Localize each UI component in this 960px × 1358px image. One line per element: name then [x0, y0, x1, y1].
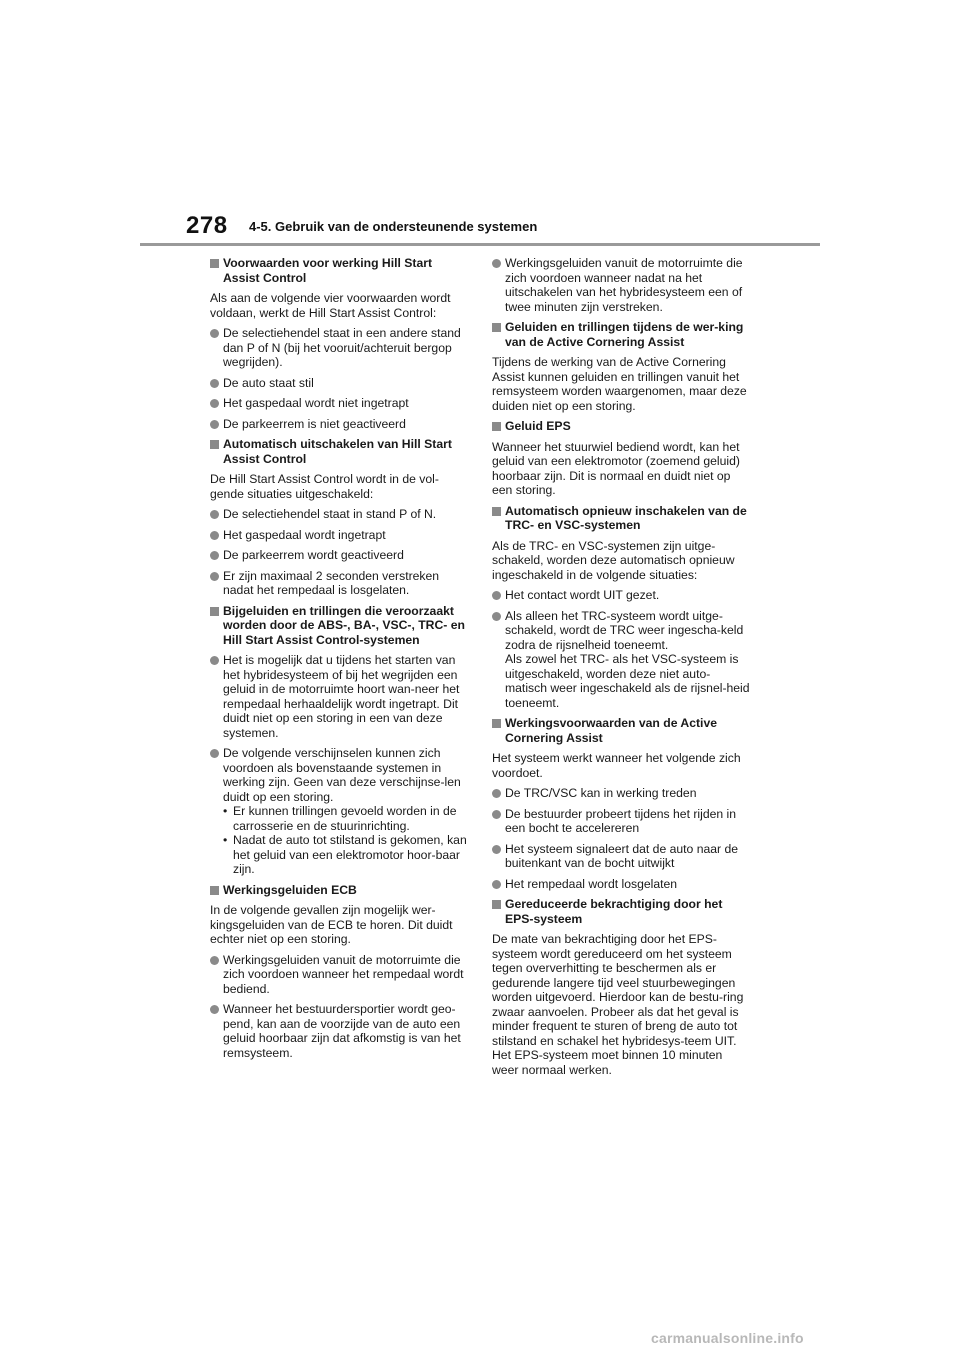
- sub-list-item: [223, 833, 468, 877]
- list-item-text: Werkingsgeluiden vanuit de motorruimte die zich voordoen wanneer het rempedaal wordt bediend.: [223, 952, 464, 996]
- circle-bullet-icon: [210, 551, 219, 560]
- dot-marker-icon: •: [223, 833, 228, 847]
- circle-bullet-icon: [210, 749, 219, 758]
- list-item: [492, 609, 750, 711]
- list-item-text: De selectiehendel staat in een andere stand dan P of N (bij het vooruit/achteruit bergop wegrijden).: [223, 326, 461, 369]
- list-item: [210, 376, 468, 391]
- paragraph: De Hill Start Assist Control wordt in de vol-gende situaties uitgeschakeld:: [210, 472, 439, 501]
- list-item: [210, 548, 468, 563]
- list-item: [210, 746, 468, 877]
- heading-text: Geluiden en trillingen tijdens de wer-king van de Active Cornering Assist: [505, 320, 744, 349]
- list-item: [210, 417, 468, 432]
- square-bullet-icon: [492, 323, 501, 332]
- list-item-continuation: Als zowel het TRC- als het VSC-systeem is uitgeschakeld, worden deze niet auto-matisch weer ingeschakeld als de rijsnel-heid toeneemt.: [505, 652, 750, 710]
- left-column: [210, 256, 468, 1066]
- circle-bullet-icon: [210, 399, 219, 408]
- circle-bullet-icon: [210, 956, 219, 965]
- heading-text: Geluid EPS: [505, 419, 571, 433]
- sub-list-item-text: Er kunnen trillingen gevoeld worden in de carrosserie en de stuurinrichting.: [233, 804, 457, 833]
- list-item-text: Werkingsgeluiden vanuit de motorruimte die zich voordoen wanneer nadat na het uitschakelen van het hybridesysteem een of twee minuten zijn verstreken.: [505, 256, 743, 314]
- paragraph: In de volgende gevallen zijn mogelijk wer-kingsgeluiden van de ECB te horen. Dit duidt echter niet op een storing.: [210, 903, 453, 946]
- list-item: [492, 877, 750, 892]
- list-item: [210, 953, 468, 997]
- square-bullet-icon: [492, 422, 501, 431]
- section-heading: [210, 604, 468, 648]
- square-bullet-icon: [210, 886, 219, 895]
- list-item-text: De parkeerrem wordt geactiveerd: [223, 548, 404, 562]
- circle-bullet-icon: [210, 1005, 219, 1014]
- list-item-text: De selectiehendel staat in stand P of N.: [223, 507, 437, 521]
- circle-bullet-icon: [492, 789, 501, 798]
- square-bullet-icon: [210, 440, 219, 449]
- list-item-text: Er zijn maximaal 2 seconden verstreken nadat het rempedaal is losgelaten.: [223, 568, 440, 597]
- list-item: [492, 807, 750, 836]
- section-heading: [492, 419, 750, 434]
- circle-bullet-icon: [492, 810, 501, 819]
- paragraph: Het systeem werkt wanneer het volgende zich voordoet.: [492, 751, 741, 780]
- heading-text: Bijgeluiden en trillingen die veroorzaakt worden door de ABS-, BA-, VSC-, TRC- en Hill Start Assist Control-systemen: [223, 603, 465, 647]
- section-heading: [492, 320, 750, 349]
- list-item-text: Het systeem signaleert dat de auto naar de buitenkant van de bocht uitwijkt: [505, 841, 739, 870]
- section-heading: [210, 256, 468, 285]
- circle-bullet-icon: [210, 329, 219, 338]
- sub-list-item: [223, 804, 468, 833]
- list-item: [210, 396, 468, 411]
- dot-marker-icon: •: [223, 804, 228, 818]
- sub-list-item-text: Nadat de auto tot stilstand is gekomen, kan het geluid van een elektromotor hoor-baar zijn.: [233, 833, 467, 876]
- section-title: 4-5. Gebruik van de ondersteunende systemen: [249, 219, 538, 234]
- circle-bullet-icon: [210, 420, 219, 429]
- list-item-text: Het gaspedaal wordt ingetrapt: [223, 527, 386, 542]
- circle-bullet-icon: [492, 880, 501, 889]
- square-bullet-icon: [492, 900, 501, 909]
- section-heading: [210, 883, 468, 898]
- heading-text: Automatisch opnieuw inschakelen van de TRC- en VSC-systemen: [505, 503, 747, 532]
- square-bullet-icon: [492, 719, 501, 728]
- square-bullet-icon: [210, 259, 219, 268]
- circle-bullet-icon: [492, 845, 501, 854]
- circle-bullet-icon: [492, 591, 501, 600]
- watermark-link[interactable]: carmanualsonline.info: [651, 1330, 804, 1346]
- paragraph: Als aan de volgende vier voorwaarden wordt voldaan, werkt de Hill Start Assist Control:: [210, 291, 451, 320]
- section-heading: [492, 504, 750, 533]
- square-bullet-icon: [210, 607, 219, 616]
- circle-bullet-icon: [492, 259, 501, 268]
- heading-text: Gereduceerde bekrachtiging door het EPS-systeem: [505, 897, 723, 926]
- circle-bullet-icon: [210, 572, 219, 581]
- paragraph: Wanneer het stuurwiel bediend wordt, kan het geluid van een elektromotor (zoemend geluid) hoorbaar zijn. Dit is normaal en duidt niet op een storing.: [492, 439, 740, 497]
- list-item: [210, 326, 468, 370]
- list-item-text: De parkeerrem is niet geactiveerd: [223, 416, 406, 431]
- page-number: 278: [186, 212, 228, 239]
- list-item: [210, 653, 468, 740]
- paragraph: De mate van bekrachtiging door het EPS-systeem wordt gereduceerd om het systeem tegen oververhitting te beschermen als er gedurende langere tijd veel stuurbewegingen worden uitgevoerd. Hierdoor kan de bestu-ring zwaar aanvoelen. Probeer als dat het geval is minder frequent te sturen of breng de auto tot stilstand en schakel het hybridesys-teem UIT. Het EPS-systeem moet binnen 10 minuten weer normaal werken.: [492, 932, 744, 1077]
- heading-text: Voorwaarden voor werking Hill Start Assist Control: [223, 256, 433, 285]
- list-item: [210, 528, 468, 543]
- square-bullet-icon: [492, 507, 501, 516]
- list-item-text: Wanneer het bestuurdersportier wordt geo-pend, kan aan de voorzijde van de auto een geluid hoorbaar zijn dat afkomstig is van het remsysteem.: [223, 1002, 461, 1060]
- list-item: [492, 588, 750, 603]
- list-item-text: De volgende verschijnselen kunnen zich voordoen als bovenstaande systemen in werking zijn. Geen van deze verschijnse-len duidt op een storing.: [223, 746, 461, 804]
- paragraph: Als de TRC- en VSC-systemen zijn uitge-schakeld, worden deze automatisch opnieuw ingeschakeld in de volgende situaties:: [492, 538, 735, 582]
- circle-bullet-icon: [210, 510, 219, 519]
- list-item-text: De auto staat stil: [223, 375, 314, 390]
- list-item: [492, 256, 750, 314]
- circle-bullet-icon: [210, 531, 219, 540]
- right-column: [492, 256, 750, 1083]
- list-item: [210, 507, 468, 522]
- circle-bullet-icon: [492, 612, 501, 621]
- list-item: [210, 1002, 468, 1060]
- section-heading: [492, 897, 750, 926]
- list-item-text: De bestuurder probeert tijdens het rijden in een bocht te accelereren: [505, 806, 737, 835]
- list-item: [492, 842, 750, 871]
- circle-bullet-icon: [210, 379, 219, 388]
- list-item-text: Het contact wordt UIT gezet.: [505, 588, 660, 602]
- list-item-text: Het rempedaal wordt losgelaten: [505, 876, 678, 891]
- list-item-text: De TRC/VSC kan in werking treden: [505, 786, 697, 800]
- header-divider: [140, 243, 820, 246]
- list-item: [210, 569, 468, 598]
- section-heading: [492, 716, 750, 745]
- list-item-text: Het gaspedaal wordt niet ingetrapt: [223, 396, 409, 410]
- heading-text: Werkingsvoorwaarden van de Active Cornering Assist: [505, 716, 718, 745]
- list-item: [492, 786, 750, 801]
- section-heading: [210, 437, 468, 466]
- heading-text: Werkingsgeluiden ECB: [223, 882, 357, 897]
- list-item-text: Het is mogelijk dat u tijdens het starten van het hybridesysteem of bij het wegrijden een geluid in de motorruimte hoort wan-neer het rempedaal herhaaldelijk wordt ingetrapt. Dit duidt niet op een storing in een van deze systemen.: [223, 653, 460, 740]
- circle-bullet-icon: [210, 656, 219, 665]
- heading-text: Automatisch uitschakelen van Hill Start Assist Control: [223, 437, 452, 466]
- paragraph: Tijdens de werking van de Active Cornering Assist kunnen geluiden en trillingen vanuit het remsysteem worden waargenomen, maar deze duiden niet op een storing.: [492, 355, 747, 413]
- list-item-text: Als alleen het TRC-systeem wordt uitge-schakeld, wordt de TRC weer ingescha-keld zodra de rijsnelheid toeneemt.: [505, 608, 744, 652]
